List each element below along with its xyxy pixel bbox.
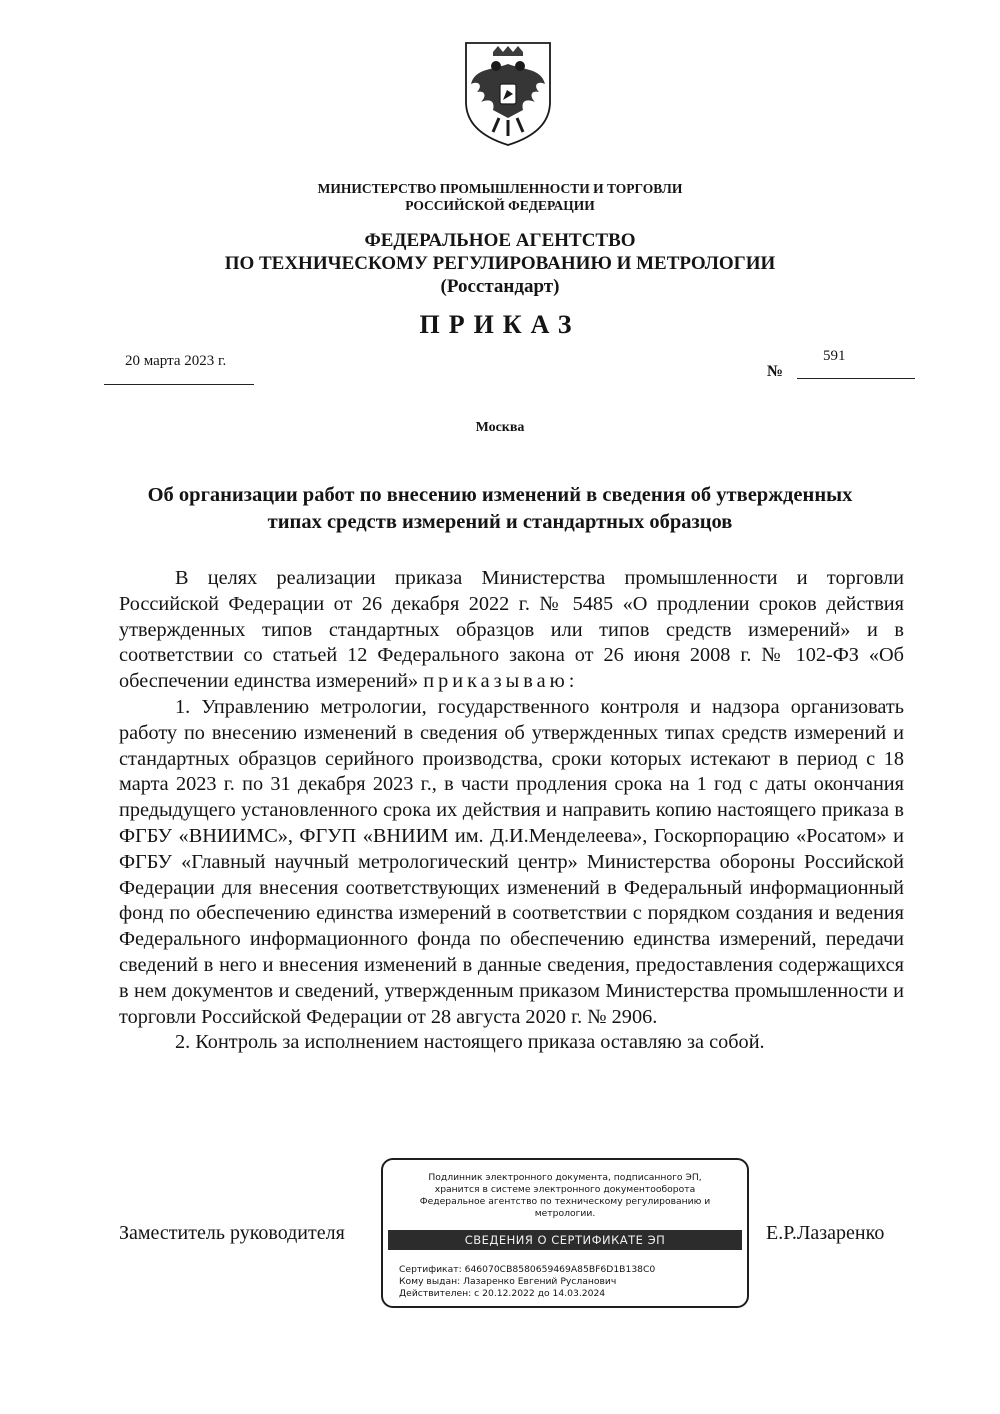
agency-line-1: ФЕДЕРАЛЬНОЕ АГЕНТСТВО	[364, 230, 636, 251]
russian-coat-of-arms-icon	[463, 40, 553, 148]
valid-value: с 20.12.2022 до 14.03.2024	[474, 1288, 606, 1299]
intro-text: В целях реализации приказа Министерства промышленности и торговли Российской Федерации от 26 декабря 2022 г. № 5485 «О продлении сроков действия утвержденных типов стандартных образцов или типов средств измерений» и в соответствии со статьей 12 Федерального закона от 26 июня 2008 г. № 102-ФЗ «Об обеспечении единства измерений»	[119, 567, 904, 693]
item-2-paragraph: 2. Контроль за исполнением настоящего приказа оставляю за собой.	[175, 1031, 765, 1054]
agency-header	[0, 229, 1000, 298]
issued-label: Кому выдан:	[399, 1276, 461, 1287]
electronic-signature-stamp	[381, 1158, 749, 1308]
subject-line-1: Об организации работ по внесению изменений в сведения об утвержденных	[147, 484, 853, 506]
item-1-paragraph: 1. Управлению метрологии, государственного контроля и надзора организовать работу по внесению изменений в сведения об утвержденных типах средств измерений и стандартных образцов серийного производства, сроки которых истекают в период с 18 марта 2023 г. по 31 декабря 2023 г., в части продления срока на 1 год с даты окончания предыдущего установленного срока их действия и направить копию настоящего приказа в ФГБУ «ВНИИМС», ФГУП «ВНИИМ им. Д.И.Менделеева», Госкорпорацию «Росатом» и ФГБУ «Главный научный метрологический центр» Министерства обороны Российской Федерации для внесения соответствующих изменений в Федеральный информационный фонд по обеспечению единства измерений в соответствии с порядком создания и ведения Федерального информационного фонда по обеспечению единства измерений, передачи сведений в него и внесения изменений в данные сведения, предоставления содержащихся в нем документов и сведений, утвержденным приказом Министерства промышленности и торговли Российской Федерации от 28 августа 2020 г. № 2906.	[119, 695, 904, 1028]
stamp-issued-row	[399, 1276, 655, 1288]
stamp-valid-row	[399, 1288, 655, 1300]
ministry-line-2: РОССИЙСКОЙ ФЕДЕРАЦИИ	[405, 198, 595, 213]
city: Москва	[475, 420, 525, 435]
agency-line-2: ПО ТЕХНИЧЕСКОМУ РЕГУЛИРОВАНИЮ И МЕТРОЛОГИИ	[224, 253, 776, 274]
stamp-line-2: хранится в системе электронного документооборота	[434, 1184, 696, 1195]
cert-value: 646070CB8580659469A85BF6D1B138C0	[464, 1264, 656, 1275]
stamp-cert-row	[399, 1264, 655, 1276]
ministry-header	[0, 180, 1000, 214]
signatory-role: Заместитель руководителя	[119, 1222, 345, 1244]
order-body	[119, 566, 904, 1056]
stamp-line-4: метрологии.	[534, 1208, 596, 1219]
number-underline	[797, 378, 915, 379]
document-type-title: ПРИКАЗ	[419, 310, 581, 339]
subject-line-2: типах средств измерений и стандартных образцов	[267, 511, 733, 533]
order-number: 591	[823, 348, 846, 364]
issued-value: Лазаренко Евгений Русланович	[463, 1276, 617, 1287]
stamp-line-3: Федеральное агентство по техническому регулированию и	[419, 1196, 711, 1207]
stamp-certificate-details	[399, 1264, 655, 1300]
order-word: приказываю:	[423, 670, 579, 693]
stamp-line-1: Подлинник электронного документа, подписанного ЭП,	[428, 1172, 702, 1183]
intro-paragraph	[119, 566, 904, 695]
order-subject	[0, 482, 1000, 536]
order-date: 20 марта 2023 г.	[125, 353, 227, 369]
number-sign: №	[767, 363, 784, 380]
signatory-name: Е.Р.Лазаренко	[766, 1222, 885, 1244]
date-underline	[104, 384, 254, 385]
stamp-certificate-bar: СВЕДЕНИЯ О СЕРТИФИКАТЕ ЭП	[388, 1230, 742, 1250]
stamp-notice	[393, 1172, 737, 1220]
ministry-line-1: МИНИСТЕРСТВО ПРОМЫШЛЕННОСТИ И ТОРГОВЛИ	[317, 181, 683, 196]
agency-line-3: (Росстандарт)	[440, 276, 560, 297]
cert-label: Сертификат:	[399, 1264, 462, 1275]
valid-label: Действителен:	[399, 1288, 472, 1299]
